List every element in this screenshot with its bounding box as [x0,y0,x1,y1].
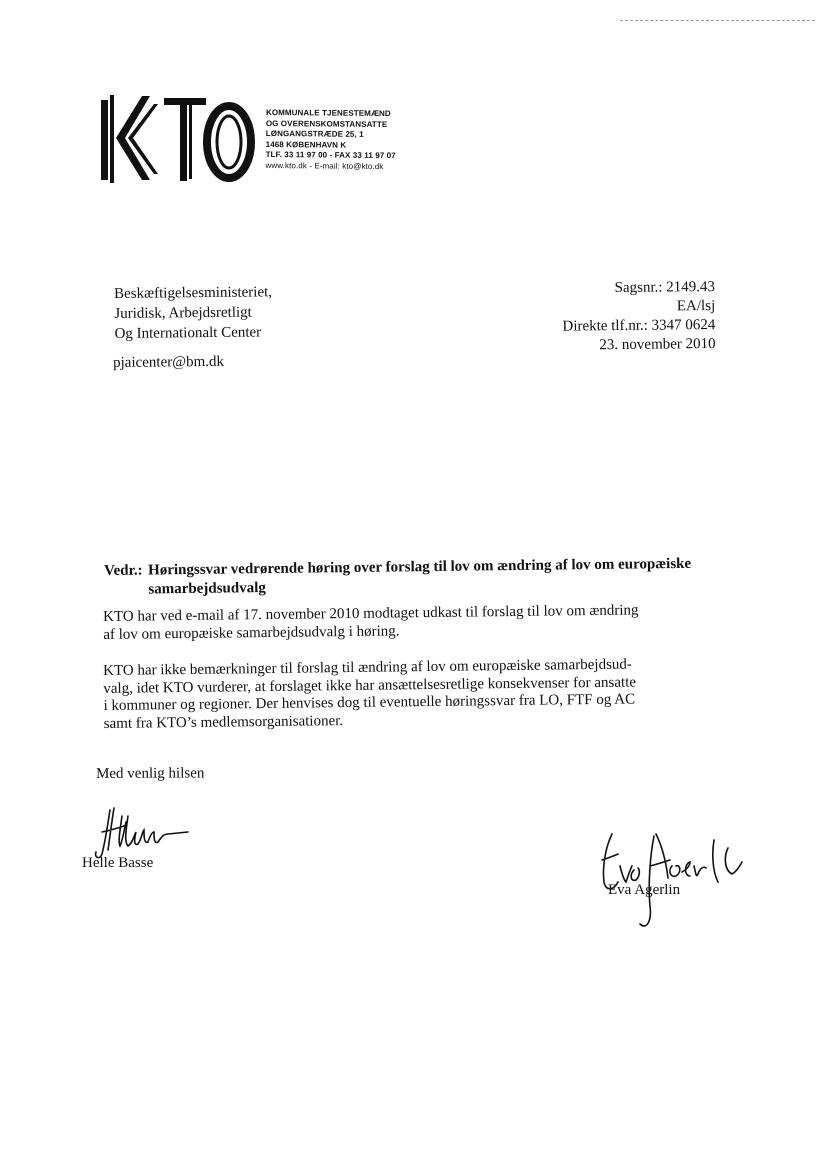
org-city: 1468 KØBENHAVN K [265,139,347,150]
recipient-line-3: Og Internationalt Center [114,324,262,342]
paragraph-2-line-1: KTO har ikke bemærkninger til forslag til ændring af lov om europæiske samarbejdsud- [103,656,632,679]
paragraph-2-line-4: samt fra KTO’s medlemsorganisationer. [103,712,344,732]
subject-line [104,555,704,600]
case-number: Sagsnr.: 2149.43 [614,278,716,297]
recipient-line-1: Beskæftigelsesministeriet, [114,284,273,302]
subject-text: Høringssvar vedrørende høring over forslag til lov om ændring af lov om europæiske samarbejdsudvalg [148,555,692,598]
initials: EA/lsj [676,297,716,315]
scan-edge-line [620,20,815,21]
paragraph-2-line-3: i kommuner og regioner. Der henvises dog til eventuelle høringssvar fra LO, FTF og AC [103,691,636,714]
signatory-name-2: Eva Agerlin [608,882,681,898]
letter-date: 23. november 2010 [599,335,716,354]
closing-greeting: Med venlig hilsen [96,765,205,782]
body-paragraph-1 [103,602,639,644]
paragraph-1-line-1: KTO har ved e-mail af 17. november 2010 modtaget udkast til forslag til lov om ændring [103,602,639,625]
paragraph-1-line-2: af lov om europæiske samarbejdsudvalg i høring. [103,622,400,643]
direct-phone: Direkte tlf.nr.: 3347 0624 [562,316,716,335]
signatory-name-1: Helle Basse [82,855,154,871]
recipient-line-2: Juridisk, Arbejdsretligt [114,304,252,322]
recipient-address [114,282,273,344]
org-name-line-1: KOMMUNALE TJENESTEMÆND [265,108,391,119]
org-web-email: www.kto.dk - E-mail: kto@kto.dk [265,160,384,171]
recipient-email: pjaicenter@bm.dk [113,353,225,371]
paragraph-2-line-2: valg, idet KTO vurderer, at forslaget ikke har ansættelsesretlige konsekvenser for ansatte [103,673,637,697]
signature-eva-agerlin [578,826,748,930]
organization-address-block [265,108,396,172]
case-meta-block [562,278,716,356]
subject-label: Vedr.: [104,562,143,579]
org-street: LØNGANGSTRÆDE 25, 1 [265,128,364,139]
signature-helle-basse [88,802,198,862]
org-phone-fax: TLF. 33 11 97 00 - FAX 33 11 97 07 [265,149,396,161]
kto-logo [98,92,258,186]
org-name-line-2: OG OVERENSKOMSTANSATTE [265,118,388,129]
body-paragraph-2 [103,656,637,733]
